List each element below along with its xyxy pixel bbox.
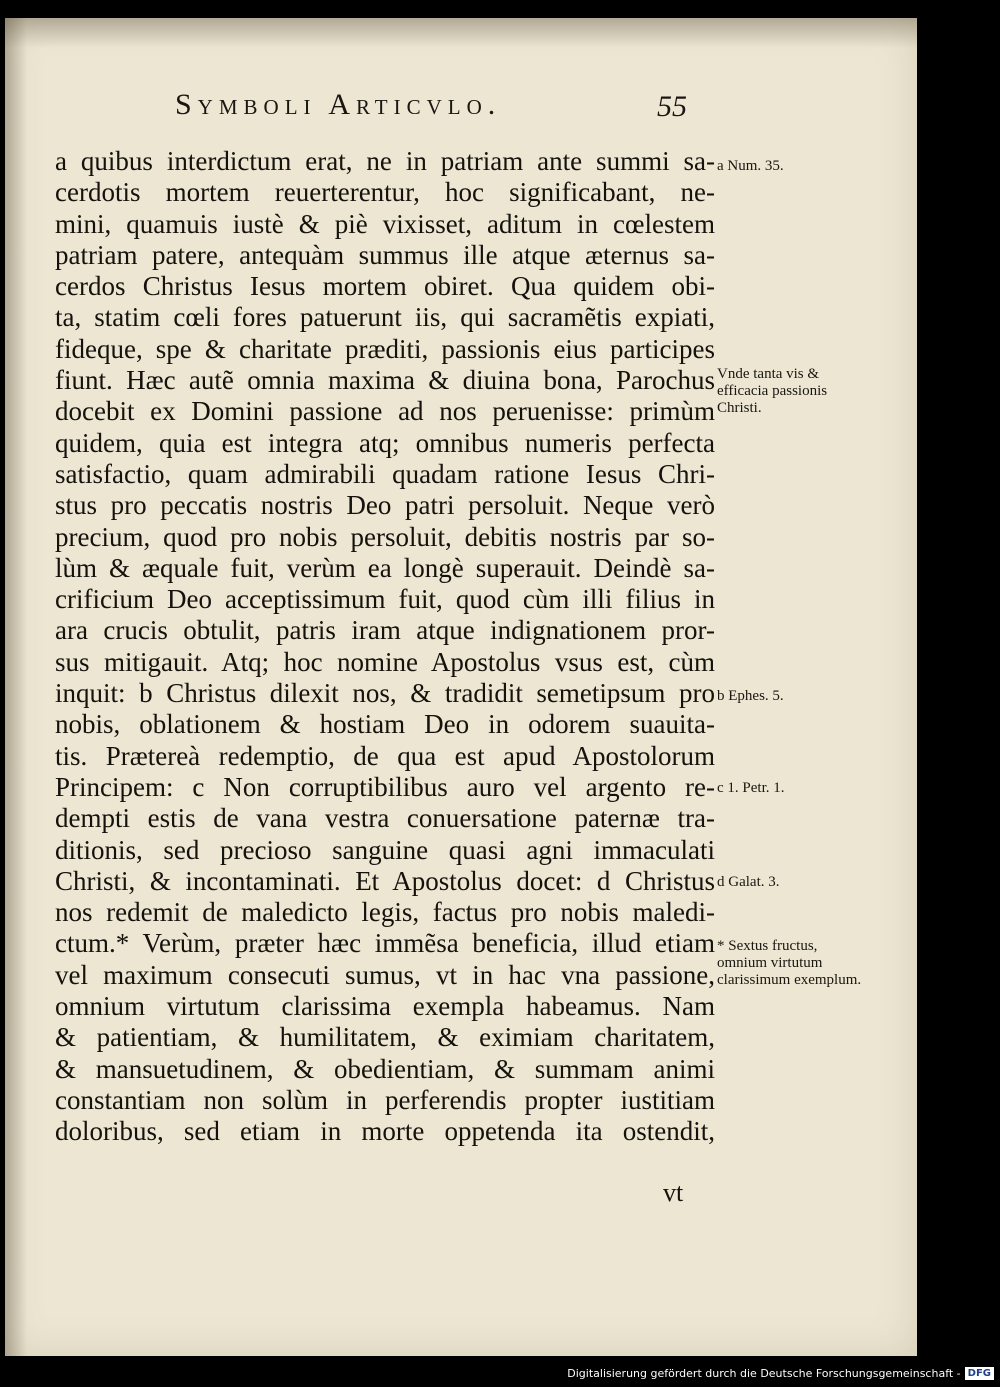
text-line: satisfactio, quam admirabili quadam ratione Iesus Chri-: [55, 458, 715, 489]
text-line: Principem: c Non corruptibilibus auro vel argento re-: [55, 771, 715, 802]
running-head: Symboli Articvlo.: [175, 88, 502, 121]
credit-text: Digitalisierung gefördert durch die Deutsche Forschungsgemeinschaft -: [567, 1366, 961, 1380]
text-line: & patientiam, & humilitatem, & eximiam charitatem,: [55, 1022, 715, 1053]
margin-note-passion-efficacy: Vnde tanta vis & efficacia passionis Christi.: [717, 366, 828, 416]
text-line: quidem, quia est integra atq; omnibus numeris perfecta: [55, 427, 715, 458]
text-line: ara crucis obtulit, patris iram atque indignationem pror-: [55, 615, 715, 646]
text-line: fiunt. Hæc autẽ omnia maxima & diuina bona, Parochus: [55, 365, 715, 396]
text-line: stus pro peccatis nostris Deo patri persoluit. Neque verò: [55, 490, 715, 521]
text-line: ta, statim cœli fores patuerunt iis, qui sacramẽtis expiati,: [55, 302, 715, 333]
text-line: lùm & æquale fuit, verùm ea longè superauit. Deindè sa-: [55, 552, 715, 583]
text-line: inquit: b Christus dilexit nos, & tradidit semetipsum pro: [55, 678, 715, 709]
text-line: constantiam non solùm in perferendis propter iustitiam: [55, 1084, 715, 1115]
text-line: a quibus interdictum erat, ne in patriam ante summi sa-: [55, 146, 715, 176]
text-line: fideque, spe & charitate præditi, passionis eius participes: [55, 333, 715, 364]
text-line: crificium Deo acceptissimum fuit, quod cùm illi filius in: [55, 584, 715, 615]
text-line: cerdos Christus Iesus mortem obiret. Qua quidem obi-: [55, 271, 715, 302]
text-line: docebit ex Domini passione ad nos peruenisse: primùm: [55, 396, 715, 427]
catchword: vt: [663, 1178, 684, 1207]
text-line: nos redemit de maledicto legis, factus pro nobis maledi-: [55, 897, 715, 928]
text-line: precium, quod pro nobis persoluit, debitis nostris par so-: [55, 521, 715, 552]
margin-note-ephes: b Ephes. 5.: [717, 688, 784, 704]
text-line: dempti estis de vana vestra conuersatione paternæ tra-: [55, 803, 715, 834]
digitization-credit: [567, 1363, 994, 1383]
text-line: ctum.* Verùm, præter hæc immẽsa beneficia, illud etiam: [55, 928, 715, 959]
page-number: 55: [657, 90, 687, 123]
text-line: sus mitigauit. Atq; hoc nomine Apostolus vsus est, cùm: [55, 646, 715, 677]
margin-note-petr: c 1. Petr. 1.: [717, 780, 785, 796]
text-line: tis. Prætereà redemptio, de qua est apud Apostolorum: [55, 740, 715, 771]
dfg-logo: DFG: [965, 1367, 994, 1380]
text-line: cerdotis mortem reuerterentur, hoc significabant, ne-: [55, 177, 715, 208]
book-page: [5, 18, 917, 1356]
margin-note-num: a Num. 35.: [717, 158, 784, 174]
text-line: & mansuetudinem, & obedientiam, & summam animi: [55, 1053, 715, 1084]
text-line: Christi, & incontaminati. Et Apostolus docet: d Christus: [55, 865, 715, 896]
text-line: doloribus, sed etiam in morte oppetenda ita ostendit,: [55, 1116, 715, 1147]
text-line: patriam patere, antequàm summus ille atque æternus sa-: [55, 239, 715, 270]
body-text: [55, 146, 715, 1148]
text-line: ditionis, sed precioso sanguine quasi agni immaculati: [55, 834, 715, 865]
margin-note-galat: d Galat. 3.: [717, 874, 780, 890]
margin-note-sextus-fructus: * Sextus fructus, omnium virtutum clarissimum exemplum.: [717, 938, 862, 988]
text-line: nobis, oblationem & hostiam Deo in odorem suauita-: [55, 709, 715, 740]
text-line: mini, quamuis iustè & piè vixisset, aditum in cœlestem: [55, 208, 715, 239]
text-line: omnium virtutum clarissima exempla habeamus. Nam: [55, 991, 715, 1022]
text-line: vel maximum consecuti sumus, vt in hac vna passione,: [55, 959, 715, 990]
